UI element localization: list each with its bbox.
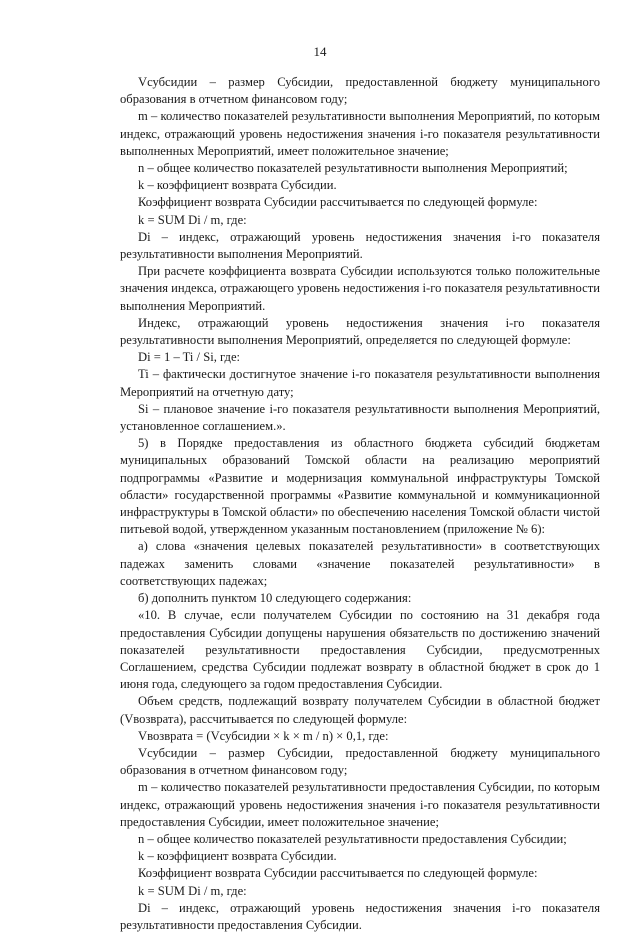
paragraph: а) слова «значения целевых показателей результативности» в соответствующих падежах заменить словами «значение показателей результативности» в соответствующих падежах; <box>120 539 600 588</box>
paragraph: k – коэффициент возврата Субсидии. <box>138 178 337 193</box>
document-body <box>120 74 600 934</box>
paragraph: При расчете коэффициента возврата Субсидии используются только положительные значения индекса, отражающего уровень недостижения i-го показателя результативности выполнения Мероприятий. <box>120 264 600 313</box>
paragraph: Коэффициент возврата Субсидии рассчитывается по следующей формуле: <box>138 866 538 881</box>
page-number: 14 <box>313 44 327 59</box>
paragraph: Di – индекс, отражающий уровень недостижения значения i-го показателя результативности выполнения Мероприятий. <box>120 229 600 262</box>
formula-line: k = SUM Di / m, где: <box>138 212 247 227</box>
paragraph: б) дополнить пунктом 10 следующего содержания: <box>138 591 412 606</box>
formula-line: Vвозврата = (Vсубсидии × k × m / n) × 0,1, где: <box>138 728 389 743</box>
paragraph: Di – индекс, отражающий уровень недостижения значения i-го показателя результативности предоставления Субсидии. <box>120 900 600 932</box>
paragraph: m – количество показателей результативности выполнения Мероприятий, по которым индекс, отражающий уровень недостижения значения i-го показателя результативности выполненных Мероприятий, имеет положительное значение; <box>120 109 600 158</box>
paragraph: m – количество показателей результативности предоставления Субсидии, по которым индекс, отражающий уровень недостижения значения i-го показателя результативности предоставления Субсидии, имеет положительное значение; <box>120 780 600 829</box>
formula-line: k = SUM Di / m, где: <box>138 883 247 898</box>
paragraph: 5) в Порядке предоставления из областного бюджета субсидий бюджетам муниципальных образований Томской области на реализацию мероприятий подпрограммы «Развитие и модернизация коммунальной инфраструктуры Томской области» государственной программы «Развитие коммунальной и коммуникационной инфраструктуры в Томской области» по обеспечению населения Томской области чистой питьевой водой, утвержденном указанным постановлением (приложение № 6): <box>120 436 600 537</box>
paragraph: Коэффициент возврата Субсидии рассчитывается по следующей формуле: <box>138 195 538 210</box>
paragraph: k – коэффициент возврата Субсидии. <box>138 849 337 864</box>
paragraph: Si – плановое значение i-го показателя результативности выполнения Мероприятий, установленное соглашением.». <box>120 401 600 434</box>
paragraph: Индекс, отражающий уровень недостижения значения i-го показателя результативности выполнения Мероприятий, определяется по следующей формуле: <box>120 315 600 348</box>
paragraph: n – общее количество показателей результативности выполнения Мероприятий; <box>138 161 568 176</box>
paragraph: n – общее количество показателей результативности предоставления Субсидии; <box>138 831 567 846</box>
formula-line: Di = 1 – Ti / Si, где: <box>138 350 241 365</box>
paragraph: «10. В случае, если получателем Субсидии по состоянию на 31 декабря года предоставления Субсидии допущены нарушения обязательств по достижению значений показателей результативности предоставления Субсидии, предусмотренных Соглашением, средства Субсидии подлежат возврату в областной бюджет в срок до 1 июня года, следующего за годом предоставления Субсидии. <box>120 608 600 692</box>
paragraph: Vсубсидии – размер Субсидии, предоставленной бюджету муниципального образования в отчетном финансовом году; <box>120 745 600 778</box>
paragraph: Объем средств, подлежащий возврату получателем Субсидии в областной бюджет (Vвозврата), рассчитывается по следующей формуле: <box>120 694 600 726</box>
paragraph: Vсубсидии – размер Субсидии, предоставленной бюджету муниципального образования в отчетном финансовом году; <box>120 75 600 107</box>
paragraph: Ti – фактически достигнутое значение i-го показателя результативности выполнения Мероприятий на отчетную дату; <box>120 367 600 399</box>
